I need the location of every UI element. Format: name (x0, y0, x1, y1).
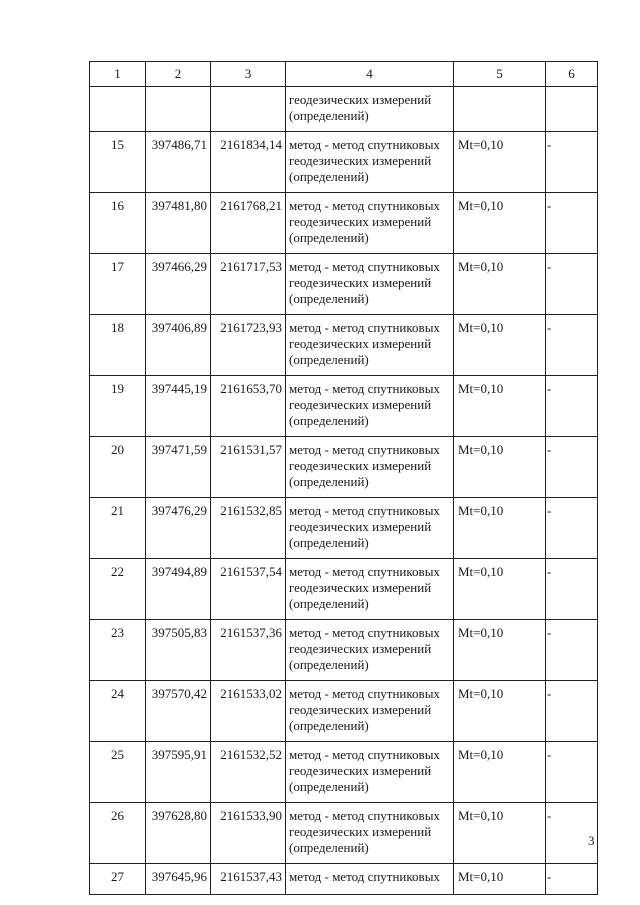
method-description: метод - метод спутниковых геодезических измерений (определений) (286, 376, 454, 437)
note-cell: - (546, 620, 598, 681)
note-cell: - (546, 315, 598, 376)
note-cell: - (546, 376, 598, 437)
method-description: метод - метод спутниковых геодезических измерений (определений) (286, 498, 454, 559)
coordinate-x: 397486,71 (146, 132, 211, 193)
point-number: 27 (90, 864, 146, 895)
table-row (90, 193, 598, 254)
coordinate-y: 2161723,93 (211, 315, 286, 376)
coordinate-x: 397494,89 (146, 559, 211, 620)
accuracy-value: Mt=0,10 (454, 376, 546, 437)
accuracy-value: Mt=0,10 (454, 803, 546, 864)
cont-method-cell: геодезических измерений (определений) (286, 87, 454, 132)
table-row (90, 376, 598, 437)
coordinate-y: 2161532,85 (211, 498, 286, 559)
coordinate-y: 2161717,53 (211, 254, 286, 315)
method-description: метод - метод спутниковых геодезических измерений (определений) (286, 620, 454, 681)
coordinate-y: 2161537,54 (211, 559, 286, 620)
table-row (90, 620, 598, 681)
accuracy-value: Mt=0,10 (454, 681, 546, 742)
header-cell-1: 1 (90, 62, 146, 87)
method-description: метод - метод спутниковых геодезических измерений (определений) (286, 803, 454, 864)
coordinate-x: 397476,29 (146, 498, 211, 559)
accuracy-value: Mt=0,10 (454, 620, 546, 681)
note-cell: - (546, 437, 598, 498)
note-cell: - (546, 498, 598, 559)
note-cell: - (546, 864, 598, 895)
table-row (90, 132, 598, 193)
method-description: метод - метод спутниковых геодезических измерений (определений) (286, 742, 454, 803)
accuracy-value: Mt=0,10 (454, 315, 546, 376)
point-number: 18 (90, 315, 146, 376)
table-body (90, 62, 598, 895)
note-cell: - (546, 132, 598, 193)
note-cell: - (546, 742, 598, 803)
note-cell: - (546, 193, 598, 254)
header-cell-5: 5 (454, 62, 546, 87)
coordinate-y: 2161537,36 (211, 620, 286, 681)
cont-cell-5 (454, 87, 546, 132)
header-cell-3: 3 (211, 62, 286, 87)
coordinate-x: 397471,59 (146, 437, 211, 498)
cont-cell-1 (90, 87, 146, 132)
table-row (90, 498, 598, 559)
accuracy-value: Mt=0,10 (454, 437, 546, 498)
note-cell: - (546, 254, 598, 315)
table-row (90, 315, 598, 376)
continuation-row (90, 87, 598, 132)
coordinate-y: 2161834,14 (211, 132, 286, 193)
table-row (90, 681, 598, 742)
coordinate-y: 2161533,02 (211, 681, 286, 742)
coordinate-x: 397406,89 (146, 315, 211, 376)
header-cell-4: 4 (286, 62, 454, 87)
accuracy-value: Mt=0,10 (454, 559, 546, 620)
header-cell-2: 2 (146, 62, 211, 87)
point-number: 20 (90, 437, 146, 498)
coordinates-table (89, 61, 598, 895)
point-number: 17 (90, 254, 146, 315)
coordinate-x: 397466,29 (146, 254, 211, 315)
point-number: 15 (90, 132, 146, 193)
note-cell: - (546, 559, 598, 620)
point-number: 19 (90, 376, 146, 437)
method-description: метод - метод спутниковых геодезических измерений (определений) (286, 193, 454, 254)
method-description: метод - метод спутниковых геодезических измерений (определений) (286, 559, 454, 620)
coordinate-x: 397570,42 (146, 681, 211, 742)
point-number: 16 (90, 193, 146, 254)
table-row (90, 254, 598, 315)
accuracy-value: Mt=0,10 (454, 742, 546, 803)
accuracy-value: Mt=0,10 (454, 498, 546, 559)
cont-cell-6 (546, 87, 598, 132)
coordinate-x: 397481,80 (146, 193, 211, 254)
accuracy-value: Mt=0,10 (454, 254, 546, 315)
point-number: 25 (90, 742, 146, 803)
coordinate-x: 397505,83 (146, 620, 211, 681)
method-description: метод - метод спутниковых геодезических измерений (определений) (286, 681, 454, 742)
method-description: метод - метод спутниковых (286, 864, 454, 895)
coordinate-y: 2161537,43 (211, 864, 286, 895)
coordinate-y: 2161768,21 (211, 193, 286, 254)
coordinate-x: 397445,19 (146, 376, 211, 437)
accuracy-value: Mt=0,10 (454, 132, 546, 193)
accuracy-value: Mt=0,10 (454, 193, 546, 254)
coordinate-y: 2161653,70 (211, 376, 286, 437)
cont-cell-2 (146, 87, 211, 132)
coordinate-x: 397595,91 (146, 742, 211, 803)
coordinate-y: 2161532,52 (211, 742, 286, 803)
table-row (90, 742, 598, 803)
page-number: 3 (588, 833, 595, 848)
table-row (90, 559, 598, 620)
coordinate-y: 2161533,90 (211, 803, 286, 864)
coordinate-x: 397628,80 (146, 803, 211, 864)
point-number: 21 (90, 498, 146, 559)
coordinate-x: 397645,96 (146, 864, 211, 895)
point-number: 22 (90, 559, 146, 620)
table-row (90, 864, 598, 895)
method-description: метод - метод спутниковых геодезических измерений (определений) (286, 254, 454, 315)
point-number: 26 (90, 803, 146, 864)
point-number: 23 (90, 620, 146, 681)
method-description: метод - метод спутниковых геодезических измерений (определений) (286, 132, 454, 193)
table-row (90, 437, 598, 498)
accuracy-value: Mt=0,10 (454, 864, 546, 895)
note-cell: - (546, 803, 598, 864)
coordinate-y: 2161531,57 (211, 437, 286, 498)
method-description: метод - метод спутниковых геодезических измерений (определений) (286, 315, 454, 376)
method-description: метод - метод спутниковых геодезических измерений (определений) (286, 437, 454, 498)
header-row (90, 62, 598, 87)
point-number: 24 (90, 681, 146, 742)
header-cell-6: 6 (546, 62, 598, 87)
table-row (90, 803, 598, 864)
cont-cell-3 (211, 87, 286, 132)
note-cell: - (546, 681, 598, 742)
